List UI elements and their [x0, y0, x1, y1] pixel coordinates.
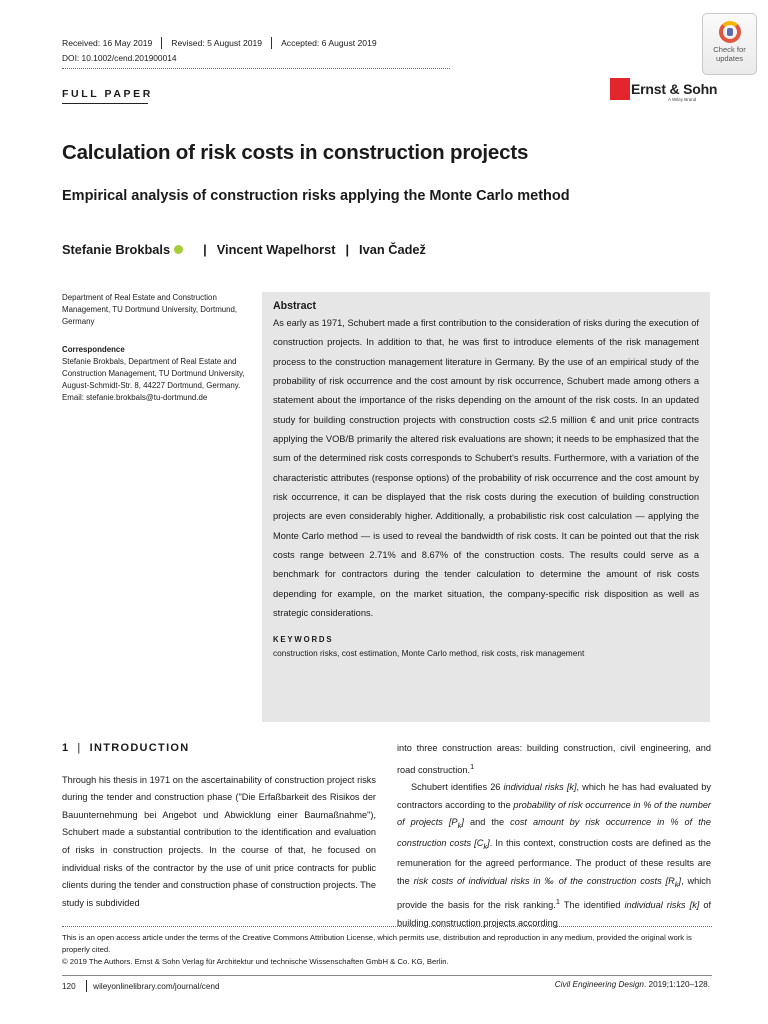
- check-updates-line1: Check for: [713, 45, 746, 54]
- citation-ref[interactable]: 1: [555, 897, 561, 907]
- accepted-date: Accepted: 6 August 2019: [281, 38, 377, 48]
- affiliation-department: Department of Real Estate and Construction Management, TU Dortmund University, Dortmund, Germany: [62, 293, 238, 326]
- term-italic: individual risks [k]: [624, 900, 700, 911]
- author-separator: |: [203, 242, 207, 257]
- body-column-left: [62, 740, 376, 912]
- keywords-list: construction risks, cost estimation, Monte Carlo method, risk costs, risk management: [273, 647, 585, 658]
- subscript: k: [457, 821, 462, 831]
- term-text: cost amount by risk occurrence in % of the construction costs [C: [397, 817, 711, 848]
- abstract-text: As early as 1971, Schubert made a first contribution to the consideration of risks during the execution of construction projects. In addition to that, he was first to introduce elements of the risk management process to the construction management literature in Germany. By the use of an empirical study of the probability of risk occurrence and the cost amount by risk occurrence, Schubert made among others a statement about the importance of the risks depending on the amount of the risk costs. In an updated study for building construction projects with construction costs ≤2.5 million € and unit price contracts applying the VOB/B primarily the altered risk evaluations are shown; it needs to be emphasized that the sum of the determined risk costs corresponds to Schubert's results. Furthermore, with a variation of the characteristic attributes (response options) of the probability of risk occurrence and the cost amount by risk occurrence, it can be displayed that the risk costs during the execution of building construction projects are even considerably higher. Additionally, a probabilistic risk cost calculation — applying the Monte Carlo method — is used to reveal the bandwidth of risk costs. It can be pointed out that the risk costs range between 2.71% and 8.67% of the construction costs. The results could serve as a benchmark for contractors during the tender calculation to determine the amount of risk costs depending for example, on the market situation, the company-specific risk disposition as well as strategic considerations.: [273, 318, 699, 619]
- intro-paragraph-1: Through his thesis in 1971 on the ascertainability of construction project risks during the tender and construction phase ("Die Erfaßbarkeit des Risikos der Bauunternehmung bei Angebot und Abwicklung einer Baumaßnahme"), Schubert made a substantial contribution to the identification and evaluation of risks in construction projects. In the course of that, he focused on individual risks of the contractor by the use of unit price contracts for public clients during the tender and construction phase of construction projects. The study is subdivided: [62, 774, 376, 908]
- paragraph-text: , which he has had evaluated by contractors according to the: [397, 782, 711, 810]
- article-type-underline: [62, 103, 148, 104]
- term-italic: [413, 875, 682, 889]
- article-type: FULL PAPER: [62, 88, 153, 100]
- paragraph-text: and the: [463, 817, 511, 828]
- article-subtitle: Empirical analysis of construction risks applying the Monte Carlo method: [62, 188, 570, 204]
- author-separator: |: [345, 242, 350, 257]
- author-name[interactable]: Vincent Wapelhorst: [216, 242, 336, 257]
- publisher-name: Ernst & Sohn: [631, 81, 718, 97]
- correspondence-text: Stefanie Brokbals, Department of Real Estate and Construction Management, TU Dortmund University, August-Schmidt-Str. 8, 44227 Dortmund, Germany.: [62, 357, 245, 390]
- subscript: k: [483, 841, 488, 851]
- term-text: ]: [678, 875, 682, 886]
- publisher-subtitle: A Wiley Brand: [668, 97, 697, 102]
- affiliation-block: [62, 292, 252, 404]
- page-number: 120: [62, 981, 76, 991]
- license-text: This is an open access article under the terms of the Creative Commons Attribution License, which permits use, distribution and reproduction in any medium, provided the original work is properly cited.: [62, 933, 692, 954]
- revised-date: Revised: 5 August 2019: [171, 38, 263, 48]
- orcid-icon[interactable]: [174, 245, 183, 254]
- received-date: Received: 16 May 2019: [62, 38, 153, 48]
- paragraph-text: , which provide the basis for the risk ranking.: [397, 875, 711, 911]
- author-name[interactable]: Stefanie Brokbals: [62, 242, 171, 257]
- page-footer-rule: [62, 975, 712, 976]
- correspondence-email[interactable]: Email: stefanie.brokbals@tu-dortmund.de: [62, 393, 208, 402]
- term-text: ]: [461, 817, 464, 828]
- page-footer-left: [62, 980, 220, 992]
- doi[interactable]: DOI: 10.1002/cend.201900014: [62, 53, 177, 63]
- footer-divider: [62, 926, 712, 927]
- citation-ref[interactable]: 1: [470, 761, 475, 771]
- header-divider: [62, 68, 450, 69]
- date-divider: [161, 37, 162, 49]
- check-for-updates-badge[interactable]: [702, 13, 757, 75]
- paragraph-text: Schubert identifies 26: [411, 782, 504, 793]
- term-text: ]: [487, 837, 490, 848]
- date-divider: [271, 37, 272, 49]
- section-number: 1: [62, 742, 70, 754]
- abstract-heading: Abstract: [273, 300, 316, 312]
- section-heading-introduction: [62, 740, 376, 758]
- author-name[interactable]: Ivan Čadež: [359, 242, 426, 257]
- correspondence-heading: Correspondence: [62, 345, 125, 354]
- journal-url[interactable]: wileyonlinelibrary.com/journal/cend: [93, 981, 220, 991]
- paragraph-text: The identified: [560, 900, 625, 911]
- license-block: [62, 932, 712, 968]
- abstract-box: [262, 292, 710, 722]
- article-title: Calculation of risk costs in construction projects: [62, 141, 529, 164]
- term-text: probability of risk occurrence in % of the number of projects [P: [397, 799, 711, 828]
- paragraph-text: of building construction projects according: [397, 900, 711, 928]
- body-column-right: [397, 740, 711, 933]
- subscript: k: [674, 879, 679, 889]
- article-dates: [62, 37, 377, 49]
- intro-paragraph-2: [397, 779, 711, 932]
- term-italic: individual risks [k]: [503, 782, 577, 793]
- paragraph-text: . In this context, construction costs are defined as the remuneration for the agreed performance. The product of these results are the: [397, 837, 711, 886]
- section-separator: |: [77, 742, 82, 754]
- check-updates-icon: [719, 21, 741, 43]
- check-updates-line2: updates: [715, 53, 744, 63]
- section-title: INTRODUCTION: [89, 742, 190, 754]
- author-list: [62, 242, 426, 257]
- citation-journal: Civil Engineering Design: [554, 980, 644, 989]
- term-text: risk costs of individual risks in ‰ of the construction costs [R: [413, 875, 675, 886]
- intro-paragraph-continued: [397, 740, 711, 779]
- citation-details: . 2019;1:120–128.: [643, 980, 710, 989]
- citation-line: [555, 980, 710, 989]
- paragraph-text: into three construction areas: building construction, civil engineering, and road construction.: [397, 743, 711, 775]
- copyright-text: © 2019 The Authors. Ernst & Sohn Verlag für Architektur und technische Wissenschaften GmbH & Co. KG, Berlin.: [62, 957, 449, 966]
- publisher-logo: [610, 77, 717, 101]
- logo-red-block: [610, 78, 630, 100]
- footer-separator: [86, 980, 88, 992]
- keywords-heading: KEYWORDS: [273, 634, 334, 644]
